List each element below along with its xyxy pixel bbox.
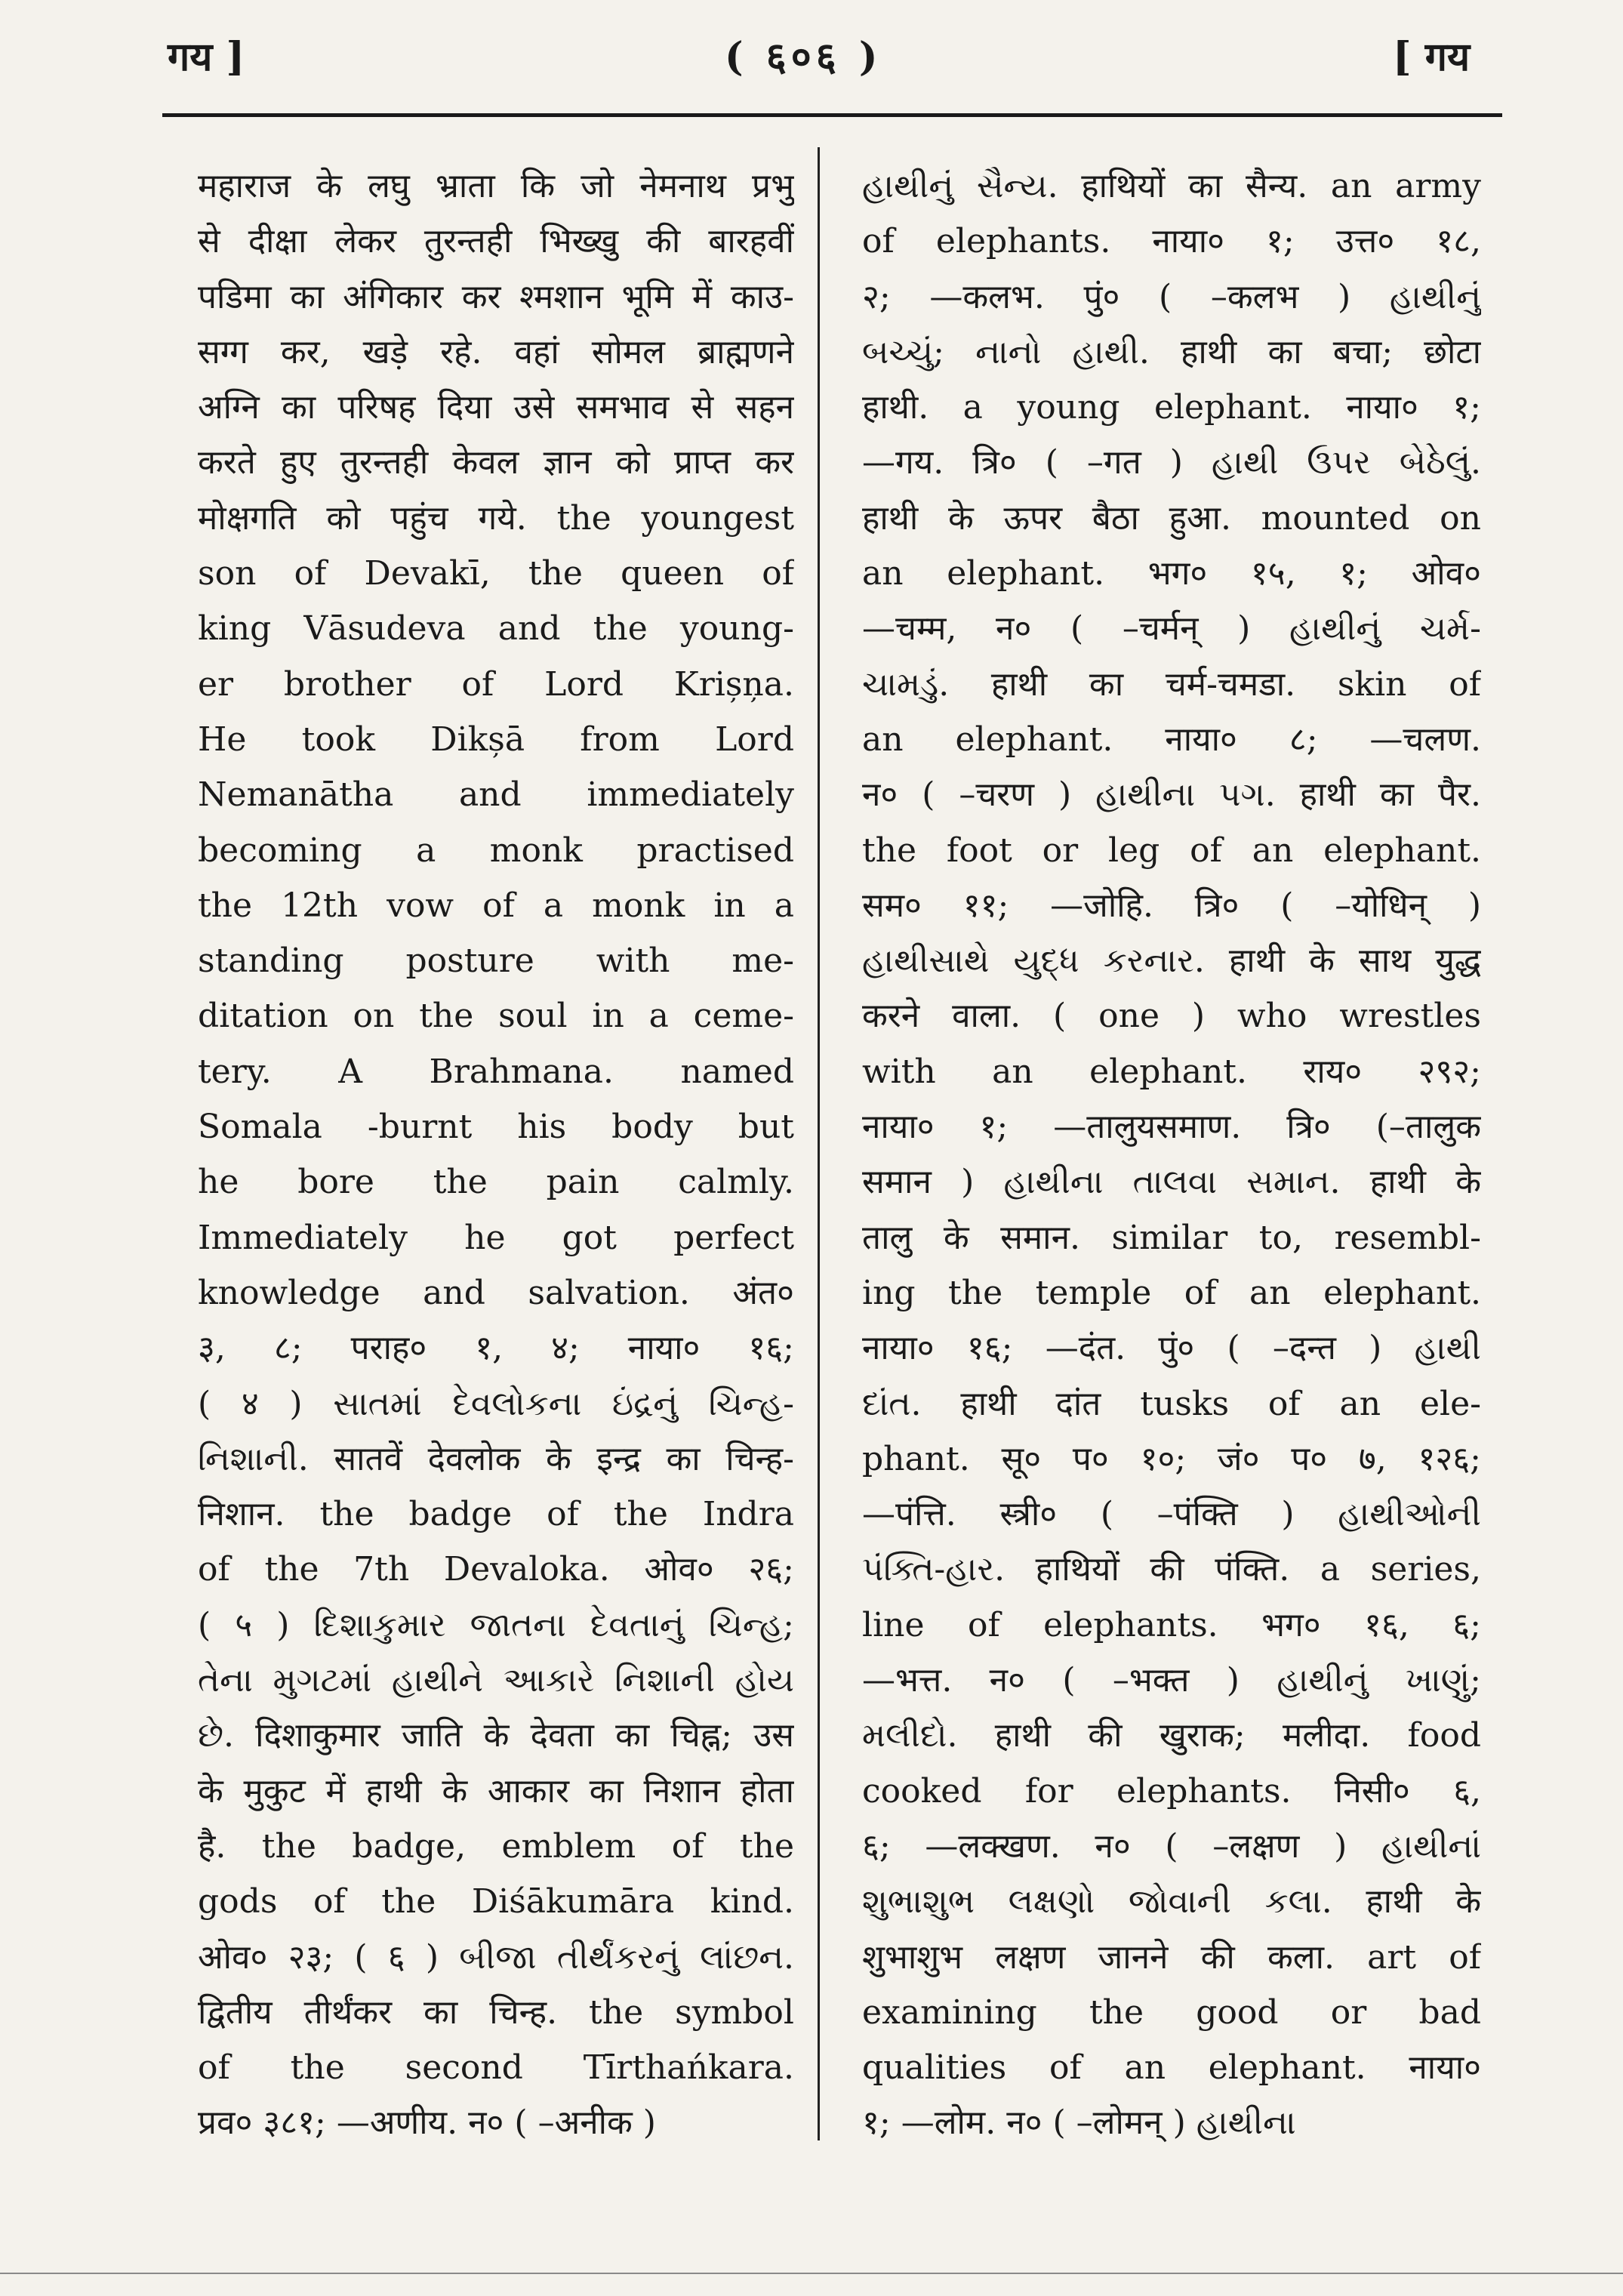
text-line: હાથીનું સૈન્ય. हाथियों का सैन्य. an army [862, 167, 1481, 205]
text-line: standing posture with me- [198, 942, 794, 981]
text-line: king Vāsudeva and the young- [198, 609, 794, 649]
text-line: ३, ८; पराह० १, ४; नाया० १६; [198, 1329, 794, 1368]
text-line: examining the good or bad [862, 1992, 1481, 2032]
text-line: करने वाला. ( one ) who wrestles [862, 997, 1481, 1036]
text-line: के मुकुट में हाथी के आकार का निशान होता [198, 1771, 794, 1811]
column-divider [818, 147, 820, 2140]
text-line: ओव० २३; ( ६ ) બીજા તીર્થંકરનું લાંછન. [198, 1937, 794, 1977]
text-line: Nemanātha and immediately [198, 775, 794, 815]
text-line: છે. दिशाकुमार जाति के देवता का चिह्न; उस [198, 1716, 794, 1755]
text-line: of elephants. नाया० १; उत्त० १८, [862, 222, 1481, 261]
text-line: अग्नि का परिषह दिया उसे समभाव से सहन [198, 388, 794, 427]
text-line: ing the temple of an elephant. [862, 1273, 1481, 1312]
text-line: Somala -burnt his body but [198, 1108, 794, 1147]
text-line: नाया० १६; —दंत. पुं० ( –दन्त ) હાથી [862, 1329, 1481, 1368]
text-line: બચ્ચું; નાનો હાથી. हाथी का बचा; छोटा [862, 332, 1481, 371]
text-line: હાથીસાથે યુદ્ધ કરનાર. हाथी के साथ युद्ध [862, 942, 1481, 981]
text-line: तालु के समान. similar to, resembl- [862, 1218, 1481, 1257]
text-line: शुभाशुभ लक्षण जानने की कला. art of [862, 1937, 1481, 1977]
text-line: line of elephants. भग० १६, ६; [862, 1605, 1481, 1644]
text-line: શુભાશુભ લક્ષણો જોવાની કલા. हाथी के [862, 1882, 1481, 1922]
text-line: हाथी के ऊपर बैठा हुआ. mounted on [862, 498, 1481, 538]
text-line: becoming a monk practised [198, 831, 794, 870]
text-line: of the second Tīrthańkara. [198, 2048, 794, 2088]
page-number: ( ६०६ ) [725, 34, 882, 80]
text-line: નિશાની. सातवें देवलोक के इन्द्र का चिन्ह- [198, 1439, 794, 1478]
text-line: प्रव० ३८१; —अणीय. न० ( –अनीक ) [198, 2103, 656, 2143]
text-line: हाथी. a young elephant. नाया० १; [862, 388, 1481, 427]
text-line: निशान. the badge of the Indra [198, 1495, 794, 1534]
text-line: है. the badge, emblem of the [198, 1826, 794, 1866]
text-line: son of Devakī, the queen of [198, 554, 794, 593]
text-line: सम० ११; —जोहि. त्रि० ( –योधिन् ) [862, 886, 1481, 925]
text-line: द्वितीय तीर्थंकर का चिन्ह. the symbol [198, 1992, 794, 2032]
page-header [0, 23, 1623, 98]
text-line: He took Dikșā from Lord [198, 720, 794, 759]
text-line: मोक्षगति को पहुंच गये. the youngest [198, 498, 794, 538]
text-line: करते हुए तुरन्तही केवल ज्ञान को प्राप्त कर [198, 443, 794, 482]
header-right-headword: [ गय [1393, 34, 1471, 80]
text-line: the 12th vow of a monk in a [198, 886, 794, 925]
header-left-headword: गय ] [168, 34, 245, 80]
text-line: नाया० १; —तालुयसमाण. त्रि० (–तालुक [862, 1108, 1481, 1147]
text-line: qualities of an elephant. नाया० [862, 2048, 1481, 2088]
text-line: ( ४ ) સાતમાં દેવલોકના ઇંદ્રનું ચિન્હ- [198, 1384, 794, 1423]
text-line: —भत्त. न० ( –भक्त ) હાથીનું ખાણું; [862, 1661, 1481, 1700]
footer-edge [0, 2273, 1623, 2274]
text-line: of the 7th Devaloka. ओव० २६; [198, 1550, 794, 1589]
text-line: an elephant. भग० १५, १; ओव० [862, 554, 1481, 593]
left-column [198, 159, 794, 2151]
text-line: ( ५ ) દિશાકુમાર જાતના દેવતાનું ચિન્હ; [198, 1605, 794, 1644]
text-line: १; —लोम. न० ( –लोमन् ) હાથીના [862, 2103, 1296, 2143]
text-line: with an elephant. राय० २९२; [862, 1052, 1481, 1091]
text-line: न० ( –चरण ) હાથીના પગ. हाथी का पैर. [862, 775, 1481, 815]
text-line: knowledge and salvation. अंत० [198, 1273, 794, 1312]
text-line: tery. A Brahmana. named [198, 1052, 794, 1091]
text-line: મલીદો. हाथी की खुराक; मलीदा. food [862, 1716, 1481, 1755]
text-line: ६; —लक्खण. न० ( –लक्षण ) હાથીનાં [862, 1826, 1481, 1866]
text-line: से दीक्षा लेकर तुरन्तही भिख्खु की बारहवीं [198, 222, 794, 261]
header-rule [162, 113, 1502, 117]
text-line: an elephant. नाया० ८; —चलण. [862, 720, 1481, 759]
text-line: सग्ग कर, खड़े रहे. वहां सोमल ब्राह्मणने [198, 332, 794, 371]
text-line: દાંત. हाथी दांत tusks of an ele- [862, 1384, 1481, 1423]
text-line: ditation on the soul in a ceme- [198, 997, 794, 1036]
text-line: समान ) હાથીના તાલવા સમાન. हाथी के [862, 1163, 1481, 1202]
text-line: महाराज के लघु भ्राता कि जो नेमनाथ प्रभु [198, 167, 794, 205]
text-line: er brother of Lord Krișņa. [198, 664, 794, 704]
text-line: cooked for elephants. निसी० ६, [862, 1771, 1481, 1811]
right-column [862, 159, 1481, 2151]
text-line: પંક્તિ-હાર. हाथियों की पंक्ति. a series, [862, 1550, 1481, 1589]
text-line: phant. सू० प० १०; जं० प० ७, १२६; [862, 1439, 1481, 1478]
text-line: —गय. त्रि० ( –गत ) હાથી ઉપર બેઠેલું. [862, 443, 1481, 482]
text-line: the foot or leg of an elephant. [862, 831, 1481, 870]
text-line: २; —कलभ. पुं० ( –कलभ ) હાથીનું [862, 277, 1481, 316]
text-line: તેના મુગટમાં હાથીને આકારે નિશાની હોય [198, 1661, 794, 1700]
text-line: he bore the pain calmly. [198, 1163, 794, 1202]
text-line: ચામડું. हाथी का चर्म-चमडा. skin of [862, 664, 1481, 704]
text-line: —चम्म, न० ( –चर्मन् ) હાથીનું ચર્મ- [862, 609, 1481, 649]
text-line: —पंत्ति. स्त्री० ( –पंक्ति ) હાથીઓની [862, 1495, 1481, 1534]
text-line: पडिमा का अंगिकार कर श्मशान भूमि में काउ- [198, 277, 794, 316]
text-line: Immediately he got perfect [198, 1218, 794, 1257]
text-line: gods of the Diśākumāra kind. [198, 1882, 794, 1922]
